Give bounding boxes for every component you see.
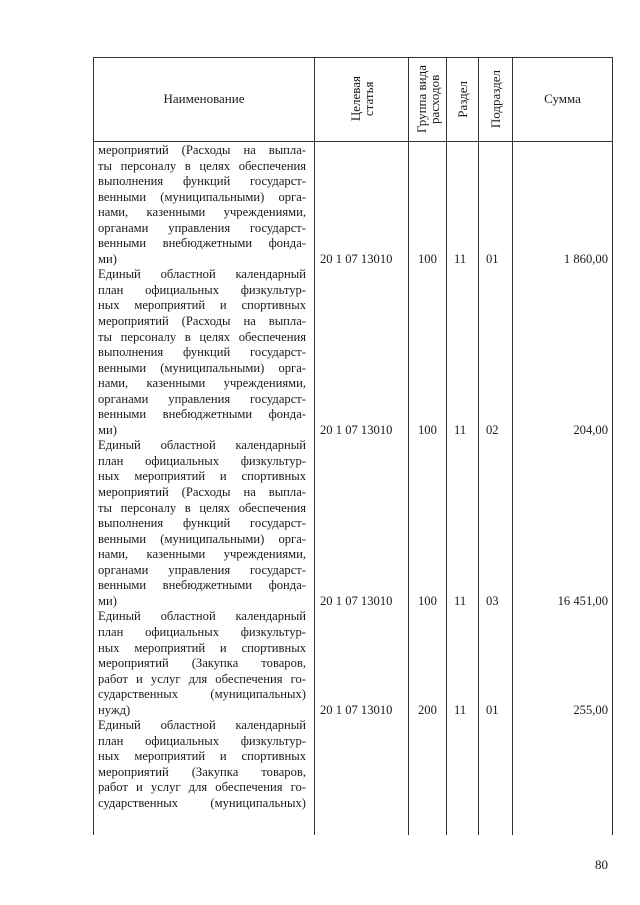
row-expense-group: 100 — [418, 251, 437, 266]
row-name-line: венными (муниципальными) орга- — [98, 189, 306, 204]
row-name-line: сударственных (муниципальных) — [98, 687, 306, 702]
row-name-line: ных мероприятий и спортивных — [98, 298, 306, 313]
row-name-line: венными внебюджетными фонда- — [98, 236, 306, 251]
row-sum: 255,00 — [573, 702, 608, 717]
row-name-line: венными внебюджетными фонда- — [98, 578, 306, 593]
table-row — [98, 267, 306, 438]
row-name-line: нужд) — [98, 702, 131, 717]
row-expense-group: 100 — [418, 593, 437, 608]
column-divider-subsection — [478, 57, 479, 835]
header-target-text: Целевая статья — [347, 76, 376, 122]
header-group-text: Группа вида расходов — [413, 65, 442, 133]
row-sum: 204,00 — [573, 422, 608, 437]
page-number: 80 — [595, 857, 608, 872]
table-row — [98, 143, 306, 267]
row-name-line: нами, казенными учреждениями, — [98, 376, 306, 391]
row-subsection: 02 — [486, 422, 499, 437]
row-section: 11 — [454, 702, 467, 717]
row-name-line: органами управления государст- — [98, 220, 306, 235]
header-name — [94, 57, 314, 141]
column-divider-target — [314, 57, 315, 835]
row-name-line: органами управления государст- — [98, 562, 306, 577]
row-name-line: мероприятий (Расходы на выпла- — [98, 143, 306, 157]
table-row — [98, 718, 306, 811]
row-name-line: венными внебюджетными фонда- — [98, 407, 306, 422]
row-name-line: выполнения функций государст- — [98, 345, 306, 360]
row-name-line: Единый областной календарный — [98, 438, 306, 453]
row-name-line: нами, казенными учреждениями, — [98, 547, 306, 562]
header-subsection — [479, 57, 512, 141]
row-name-line: ми) — [98, 251, 117, 266]
header-sum-text: Сумма — [544, 91, 581, 106]
header-sum — [513, 57, 612, 141]
header-name-text: Наименование — [163, 91, 245, 106]
row-name-line: нами, казенными учреждениями, — [98, 205, 306, 220]
row-name-line: ных мероприятий и спортивных — [98, 640, 306, 655]
row-name-line: мероприятий (Закупка товаров, — [98, 764, 306, 779]
row-name-line: ных мероприятий и спортивных — [98, 469, 306, 484]
column-divider-group — [408, 57, 409, 835]
row-name-line: мероприятий (Расходы на выпла- — [98, 485, 306, 500]
row-name-line: ных мероприятий и спортивных — [98, 749, 306, 764]
row-name-line: Единый областной календарный — [98, 609, 306, 624]
row-target-code: 20 1 07 13010 — [320, 702, 393, 717]
row-expense-group: 100 — [418, 422, 437, 437]
row-name-line: органами управления государст- — [98, 391, 306, 406]
row-sum: 16 451,00 — [557, 593, 608, 608]
header-section-text: Раздел — [455, 80, 470, 118]
row-section: 11 — [454, 593, 467, 608]
row-subsection: 01 — [486, 251, 499, 266]
name-column — [98, 143, 306, 812]
header-bottom-border — [93, 141, 613, 142]
table-row — [98, 438, 306, 609]
row-name-line: ты персоналу в целях обеспечения — [98, 158, 306, 173]
row-name-line: ты персоналу в целях обеспечения — [98, 500, 306, 515]
row-name-line: Единый областной календарный — [98, 718, 306, 733]
table-row — [98, 609, 306, 718]
header-subsection-text: Подраздел — [488, 69, 503, 129]
row-subsection: 01 — [486, 702, 499, 717]
row-section: 11 — [454, 422, 467, 437]
row-name-line: выполнения функций государст- — [98, 174, 306, 189]
row-name-line: план официальных физкультур- — [98, 624, 306, 639]
row-name-line: мероприятий (Расходы на выпла- — [98, 314, 306, 329]
row-name-line: ми) — [98, 422, 117, 437]
header-section — [447, 57, 478, 141]
row-name-line: сударственных (муниципальных) — [98, 795, 306, 810]
row-target-code: 20 1 07 13010 — [320, 422, 393, 437]
row-name-line: работ и услуг для обеспечения го- — [98, 671, 306, 686]
row-target-code: 20 1 07 13010 — [320, 593, 393, 608]
row-name-line: работ и услуг для обеспечения го- — [98, 780, 306, 795]
row-name-line: выполнения функций государст- — [98, 516, 306, 531]
row-name-line: венными (муниципальными) орга- — [98, 360, 306, 375]
row-sum: 1 860,00 — [563, 251, 608, 266]
row-section: 11 — [454, 251, 467, 266]
row-name-line: мероприятий (Закупка товаров, — [98, 656, 306, 671]
row-name-line: ты персоналу в целях обеспечения — [98, 329, 306, 344]
column-divider-section — [446, 57, 447, 835]
row-name-line: план официальных физкультур- — [98, 282, 306, 297]
column-divider-sum — [512, 57, 513, 835]
table-border-left — [93, 57, 94, 835]
table-border-right — [612, 57, 613, 835]
row-name-line: Единый областной календарный — [98, 267, 306, 282]
header-target — [315, 57, 408, 141]
header-group — [409, 57, 446, 141]
row-expense-group: 200 — [418, 702, 437, 717]
row-target-code: 20 1 07 13010 — [320, 251, 393, 266]
row-subsection: 03 — [486, 593, 499, 608]
row-name-line: план официальных физкультур- — [98, 453, 306, 468]
row-name-line: план официальных физкультур- — [98, 733, 306, 748]
row-name-line: венными (муниципальными) орга- — [98, 531, 306, 546]
row-name-line: ми) — [98, 593, 117, 608]
